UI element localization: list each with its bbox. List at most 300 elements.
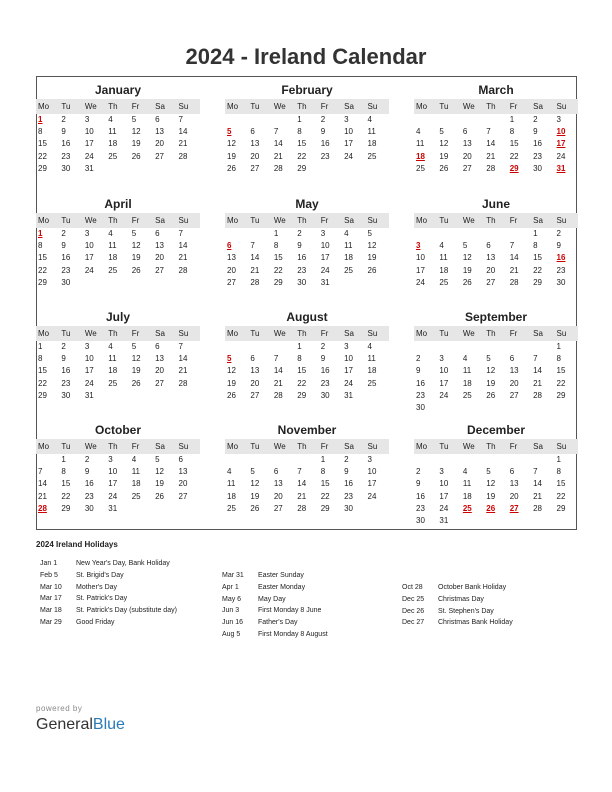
day-cell: 16 xyxy=(61,253,71,263)
day-cell: 11 xyxy=(108,241,117,251)
day-cell: 22 xyxy=(61,491,71,501)
day-cell: 11 xyxy=(416,139,425,149)
day-cell: 20 xyxy=(462,151,472,161)
week-row xyxy=(36,491,200,503)
day-cell: 29 xyxy=(320,503,330,513)
week-row xyxy=(414,114,578,126)
day-cell: 19 xyxy=(367,253,377,263)
day-cell xyxy=(342,163,365,175)
weekday-label: Fr xyxy=(131,216,140,225)
weekday-label: Su xyxy=(367,442,378,451)
day-cell: 18 xyxy=(108,139,118,149)
day-cell xyxy=(414,228,437,240)
week-row xyxy=(36,503,200,515)
day-cell: 15 xyxy=(38,366,47,376)
week-row xyxy=(225,114,389,126)
week-row xyxy=(36,454,200,466)
weekday-header xyxy=(225,326,389,341)
week-row xyxy=(36,341,200,353)
day-cell: 1 xyxy=(273,229,279,238)
week-row xyxy=(36,138,200,150)
day-cell: 9 xyxy=(61,127,66,137)
month-name: December xyxy=(466,423,526,437)
day-cell: 12 xyxy=(227,366,236,376)
weekday-label: Su xyxy=(178,442,189,451)
week-row xyxy=(414,378,578,390)
day-cell: 14 xyxy=(533,366,543,376)
day-cell: 18 xyxy=(108,253,118,263)
day-cell: 7 xyxy=(178,342,183,351)
day-cell xyxy=(555,515,578,527)
day-cell: 20 xyxy=(227,265,236,275)
day-cell: 6 xyxy=(155,342,160,351)
day-cell: 19 xyxy=(439,151,449,161)
weekday-label: We xyxy=(462,216,475,225)
day-cell: 13 xyxy=(155,354,165,364)
day-cell: 31 xyxy=(320,277,330,287)
weekday-header xyxy=(414,439,578,454)
day-cell: 13 xyxy=(155,241,165,251)
day-cell: 5 xyxy=(131,342,137,351)
day-cell: 16 xyxy=(320,139,330,149)
day-cell xyxy=(153,277,176,289)
day-cell: 6 xyxy=(155,229,160,238)
day-cell: 18 xyxy=(439,265,449,275)
weekday-label: Sa xyxy=(155,442,165,451)
day-cell xyxy=(225,341,248,353)
day-cell: 22 xyxy=(556,378,566,388)
day-cell: 25 xyxy=(462,390,472,400)
day-cell: 29 xyxy=(556,503,566,513)
day-cell: 18 xyxy=(367,366,377,376)
day-cell: 15 xyxy=(320,479,330,489)
day-cell: 2 xyxy=(416,467,421,477)
holiday-date: Dec 26 xyxy=(402,607,425,615)
day-cell: 19 xyxy=(155,479,165,489)
day-cell: 7 xyxy=(38,467,43,477)
day-cell xyxy=(414,114,437,126)
day-cell xyxy=(153,503,176,515)
weekday-label: We xyxy=(462,442,475,451)
week-row xyxy=(225,252,389,264)
weekday-label: Mo xyxy=(416,102,428,111)
day-cell: 3 xyxy=(320,229,326,238)
day-cell: 24 xyxy=(416,277,425,287)
day-cell: 29 xyxy=(38,277,47,287)
month-october xyxy=(36,422,200,515)
holiday-name: May Day xyxy=(258,595,286,603)
day-cell: 24 xyxy=(320,265,330,275)
week-row xyxy=(225,454,389,466)
week-row xyxy=(36,378,200,390)
day-cell: 22 xyxy=(320,491,330,501)
holiday-date: Jun 3 xyxy=(222,607,240,615)
day-cell: 16 xyxy=(416,491,425,501)
day-cell: 31 xyxy=(84,163,94,173)
day-cell: 19 xyxy=(131,366,141,376)
day-cell: 23 xyxy=(61,265,71,275)
day-cell: 3 xyxy=(556,115,561,124)
weekday-label: We xyxy=(84,102,97,111)
holiday-date: Feb 5 xyxy=(40,571,58,579)
month-name: March xyxy=(478,83,514,97)
holiday-column xyxy=(40,558,177,629)
day-cell: 26 xyxy=(227,390,236,400)
day-cell: 24 xyxy=(84,378,94,388)
day-cell: 30 xyxy=(84,503,94,513)
day-cell: 14 xyxy=(178,127,188,137)
week-row xyxy=(414,478,578,490)
day-cell: 31 xyxy=(439,515,449,525)
weekday-label: Su xyxy=(556,102,567,111)
day-cell: 23 xyxy=(61,378,71,388)
day-cell: 25 xyxy=(367,151,377,161)
day-cell: 13 xyxy=(273,479,283,489)
holiday-day-cell: 27 xyxy=(509,503,519,513)
week-row xyxy=(225,390,389,402)
day-cell xyxy=(484,114,507,126)
day-cell: 14 xyxy=(178,241,188,251)
day-cell: 9 xyxy=(416,479,421,489)
day-cell: 22 xyxy=(297,151,307,161)
day-cell: 4 xyxy=(108,115,113,124)
day-cell: 7 xyxy=(509,241,515,251)
day-cell: 4 xyxy=(227,467,232,477)
holiday-date: Jun 16 xyxy=(222,619,244,627)
week-row xyxy=(225,365,389,377)
day-cell: 8 xyxy=(297,354,302,364)
day-cell: 16 xyxy=(344,479,354,489)
day-cell xyxy=(484,454,507,466)
day-cell: 17 xyxy=(367,479,377,489)
day-cell: 9 xyxy=(61,241,66,251)
day-cell: 15 xyxy=(556,366,566,376)
day-cell: 22 xyxy=(38,378,47,388)
day-cell: 21 xyxy=(250,265,260,275)
week-row xyxy=(414,151,578,163)
weekday-label: Mo xyxy=(227,216,239,225)
month-name: June xyxy=(481,197,510,211)
day-cell: 15 xyxy=(297,366,307,376)
weekday-label: Tu xyxy=(439,329,449,338)
day-cell: 12 xyxy=(155,467,165,477)
day-cell: 19 xyxy=(462,265,472,275)
day-cell: 17 xyxy=(344,139,354,149)
holidays-title: 2024 Ireland Holidays xyxy=(36,540,118,549)
day-cell: 24 xyxy=(344,151,354,161)
day-cell: 1 xyxy=(509,115,515,124)
week-row xyxy=(414,365,578,377)
day-cell xyxy=(366,390,389,402)
day-cell: 12 xyxy=(462,253,472,263)
day-cell: 10 xyxy=(416,253,425,263)
weekday-label: Tu xyxy=(61,102,71,111)
day-cell: 9 xyxy=(533,127,538,137)
week-row xyxy=(414,353,578,365)
day-cell: 27 xyxy=(227,277,236,287)
day-cell: 26 xyxy=(367,265,377,275)
day-cell: 26 xyxy=(486,390,496,400)
weekday-header xyxy=(225,99,389,114)
week-row xyxy=(414,402,578,414)
day-cell xyxy=(461,515,484,527)
day-cell: 14 xyxy=(297,479,307,489)
weekday-header xyxy=(225,439,389,454)
holiday-name: Mother's Day xyxy=(76,583,118,591)
holiday-date: Mar 31 xyxy=(222,572,244,579)
day-cell: 8 xyxy=(320,467,326,477)
week-row xyxy=(225,503,389,515)
holiday-day-cell: 28 xyxy=(38,503,47,513)
day-cell: 2 xyxy=(416,354,421,364)
weekday-label: Tu xyxy=(61,442,71,451)
day-cell: 10 xyxy=(108,467,118,477)
day-cell: 2 xyxy=(61,342,66,351)
day-cell: 29 xyxy=(556,390,566,400)
day-cell: 15 xyxy=(61,479,71,489)
week-row xyxy=(414,240,578,252)
weekday-label: Su xyxy=(178,216,189,225)
day-cell: 22 xyxy=(533,265,543,275)
day-cell: 27 xyxy=(250,163,260,173)
holiday-item xyxy=(402,594,513,606)
day-cell: 8 xyxy=(556,354,561,364)
day-cell xyxy=(437,114,460,126)
day-cell: 14 xyxy=(273,366,283,376)
day-cell: 23 xyxy=(556,265,566,275)
week-row xyxy=(225,228,389,240)
day-cell: 30 xyxy=(320,390,330,400)
holiday-item xyxy=(222,605,328,617)
day-cell: 3 xyxy=(439,354,444,364)
weekday-label: We xyxy=(84,216,97,225)
weekday-label: Su xyxy=(178,329,189,338)
month-name: January xyxy=(94,83,142,97)
day-cell: 25 xyxy=(416,163,425,173)
day-cell xyxy=(508,515,531,527)
day-cell xyxy=(484,341,507,353)
week-row xyxy=(414,454,578,466)
day-cell: 20 xyxy=(178,479,188,489)
day-cell: 28 xyxy=(297,503,307,513)
holiday-date: May 6 xyxy=(222,595,242,603)
holiday-date: Mar 10 xyxy=(40,583,62,591)
day-cell: 17 xyxy=(84,253,94,263)
week-row xyxy=(36,228,200,240)
weekday-label: Fr xyxy=(320,329,329,338)
weekday-label: Mo xyxy=(227,329,239,338)
day-cell: 2 xyxy=(320,115,326,124)
weekday-label: Th xyxy=(486,442,496,451)
day-cell: 11 xyxy=(344,241,353,251)
holiday-item xyxy=(222,617,328,629)
week-row xyxy=(36,163,200,175)
week-row xyxy=(225,265,389,277)
week-row xyxy=(414,466,578,478)
holiday-day-cell: 5 xyxy=(227,354,232,364)
day-cell: 30 xyxy=(61,277,71,287)
week-row xyxy=(36,114,200,126)
day-cell: 30 xyxy=(416,402,425,412)
day-cell: 9 xyxy=(297,241,302,251)
day-cell: 29 xyxy=(297,390,307,400)
day-cell: 7 xyxy=(486,127,491,137)
week-row xyxy=(414,126,578,138)
day-cell: 15 xyxy=(297,139,307,149)
weekday-label: Sa xyxy=(533,102,543,111)
day-cell: 23 xyxy=(416,503,425,513)
day-cell: 16 xyxy=(297,253,307,263)
holiday-name: Easter Sunday xyxy=(258,572,304,579)
weekday-header xyxy=(36,439,200,454)
day-cell: 12 xyxy=(439,139,449,149)
day-cell: 29 xyxy=(38,390,47,400)
day-cell: 1 xyxy=(320,455,326,464)
day-cell: 12 xyxy=(131,354,141,364)
day-cell: 17 xyxy=(320,253,330,263)
weekday-header xyxy=(36,99,200,114)
day-cell: 29 xyxy=(61,503,71,513)
day-cell: 16 xyxy=(61,139,71,149)
day-cell: 12 xyxy=(131,127,141,137)
weekday-label: Tu xyxy=(250,442,260,451)
day-cell: 28 xyxy=(178,265,188,275)
week-row xyxy=(225,126,389,138)
holiday-name: First Monday 8 June xyxy=(258,607,322,615)
holiday-date: Dec 25 xyxy=(402,595,425,603)
day-cell: 12 xyxy=(486,479,496,489)
weekday-label: Mo xyxy=(38,442,50,451)
day-cell: 6 xyxy=(250,354,255,364)
day-cell: 4 xyxy=(462,354,468,364)
brand-general: General xyxy=(36,716,93,733)
day-cell: 24 xyxy=(84,265,94,275)
holiday-item xyxy=(222,594,328,606)
month-july xyxy=(36,309,200,402)
day-cell: 8 xyxy=(533,241,538,251)
day-cell xyxy=(508,402,531,414)
day-cell: 5 xyxy=(155,455,160,464)
day-cell: 26 xyxy=(462,277,472,287)
weekday-label: Th xyxy=(108,442,118,451)
day-cell: 1 xyxy=(38,342,43,351)
weekday-label: We xyxy=(84,329,97,338)
day-cell: 3 xyxy=(439,467,444,477)
month-name: February xyxy=(281,83,333,97)
day-cell: 31 xyxy=(108,503,118,513)
day-cell xyxy=(437,341,460,353)
day-cell: 4 xyxy=(367,115,372,124)
day-cell: 6 xyxy=(273,467,279,477)
day-cell: 28 xyxy=(178,151,188,161)
day-cell: 10 xyxy=(344,127,354,137)
weekday-label: Su xyxy=(367,329,378,338)
weekday-label: Tu xyxy=(439,442,449,451)
day-cell: 3 xyxy=(84,229,90,238)
day-cell: 30 xyxy=(556,277,566,287)
day-cell: 7 xyxy=(533,467,538,477)
weekday-label: Su xyxy=(556,329,567,338)
month-june xyxy=(414,196,578,289)
month-august xyxy=(225,309,389,402)
day-cell: 25 xyxy=(367,378,377,388)
holiday-day-cell: 1 xyxy=(38,229,43,238)
day-cell: 21 xyxy=(273,151,283,161)
day-cell: 29 xyxy=(38,163,47,173)
weekday-label: Sa xyxy=(155,102,165,111)
weekday-label: Th xyxy=(486,102,496,111)
week-row xyxy=(225,341,389,353)
day-cell: 11 xyxy=(227,479,236,489)
weekday-label: We xyxy=(273,216,286,225)
day-cell: 8 xyxy=(61,467,66,477)
weekday-label: Su xyxy=(556,442,567,451)
day-cell: 27 xyxy=(486,277,496,287)
brand-logo[interactable] xyxy=(36,716,125,734)
day-cell: 8 xyxy=(297,127,302,137)
day-cell: 5 xyxy=(131,229,137,238)
day-cell: 25 xyxy=(108,151,118,161)
day-cell: 7 xyxy=(178,115,183,124)
holiday-day-cell: 1 xyxy=(38,115,43,124)
day-cell xyxy=(272,341,295,353)
day-cell xyxy=(461,454,484,466)
day-cell: 20 xyxy=(155,139,165,149)
week-row xyxy=(36,353,200,365)
day-cell: 19 xyxy=(486,378,496,388)
day-cell: 13 xyxy=(178,467,188,477)
weekday-label: Th xyxy=(108,216,118,225)
day-cell xyxy=(531,454,554,466)
weekday-label: Mo xyxy=(416,216,428,225)
day-cell xyxy=(295,454,318,466)
holiday-item xyxy=(402,582,513,594)
month-name: May xyxy=(295,197,319,211)
holiday-day-cell: 10 xyxy=(556,127,566,137)
holiday-name: Good Friday xyxy=(76,618,115,626)
month-november xyxy=(225,422,389,515)
day-cell xyxy=(225,114,248,126)
day-cell: 2 xyxy=(61,229,66,238)
week-row xyxy=(414,228,578,240)
day-cell: 30 xyxy=(297,277,307,287)
day-cell: 17 xyxy=(439,491,449,501)
weekday-header xyxy=(225,213,389,228)
day-cell: 23 xyxy=(297,265,307,275)
day-cell: 30 xyxy=(61,390,71,400)
day-cell xyxy=(484,228,507,240)
day-cell xyxy=(461,114,484,126)
month-name: August xyxy=(286,310,328,324)
week-row xyxy=(414,163,578,175)
day-cell: 15 xyxy=(509,139,519,149)
weekday-label: We xyxy=(462,102,475,111)
week-row xyxy=(36,478,200,490)
day-cell: 14 xyxy=(273,139,283,149)
week-row xyxy=(225,491,389,503)
weekday-label: Tu xyxy=(250,102,260,111)
holiday-day-cell: 17 xyxy=(556,139,566,149)
day-cell: 2 xyxy=(297,229,302,238)
day-cell: 6 xyxy=(462,127,468,137)
holiday-name: St. Patrick's Day xyxy=(76,595,128,603)
day-cell: 21 xyxy=(297,491,307,501)
day-cell: 2 xyxy=(84,455,90,464)
week-row xyxy=(414,341,578,353)
holiday-name: New Year's Day, Bank Holiday xyxy=(76,560,170,567)
day-cell: 27 xyxy=(155,378,165,388)
week-row xyxy=(414,138,578,150)
